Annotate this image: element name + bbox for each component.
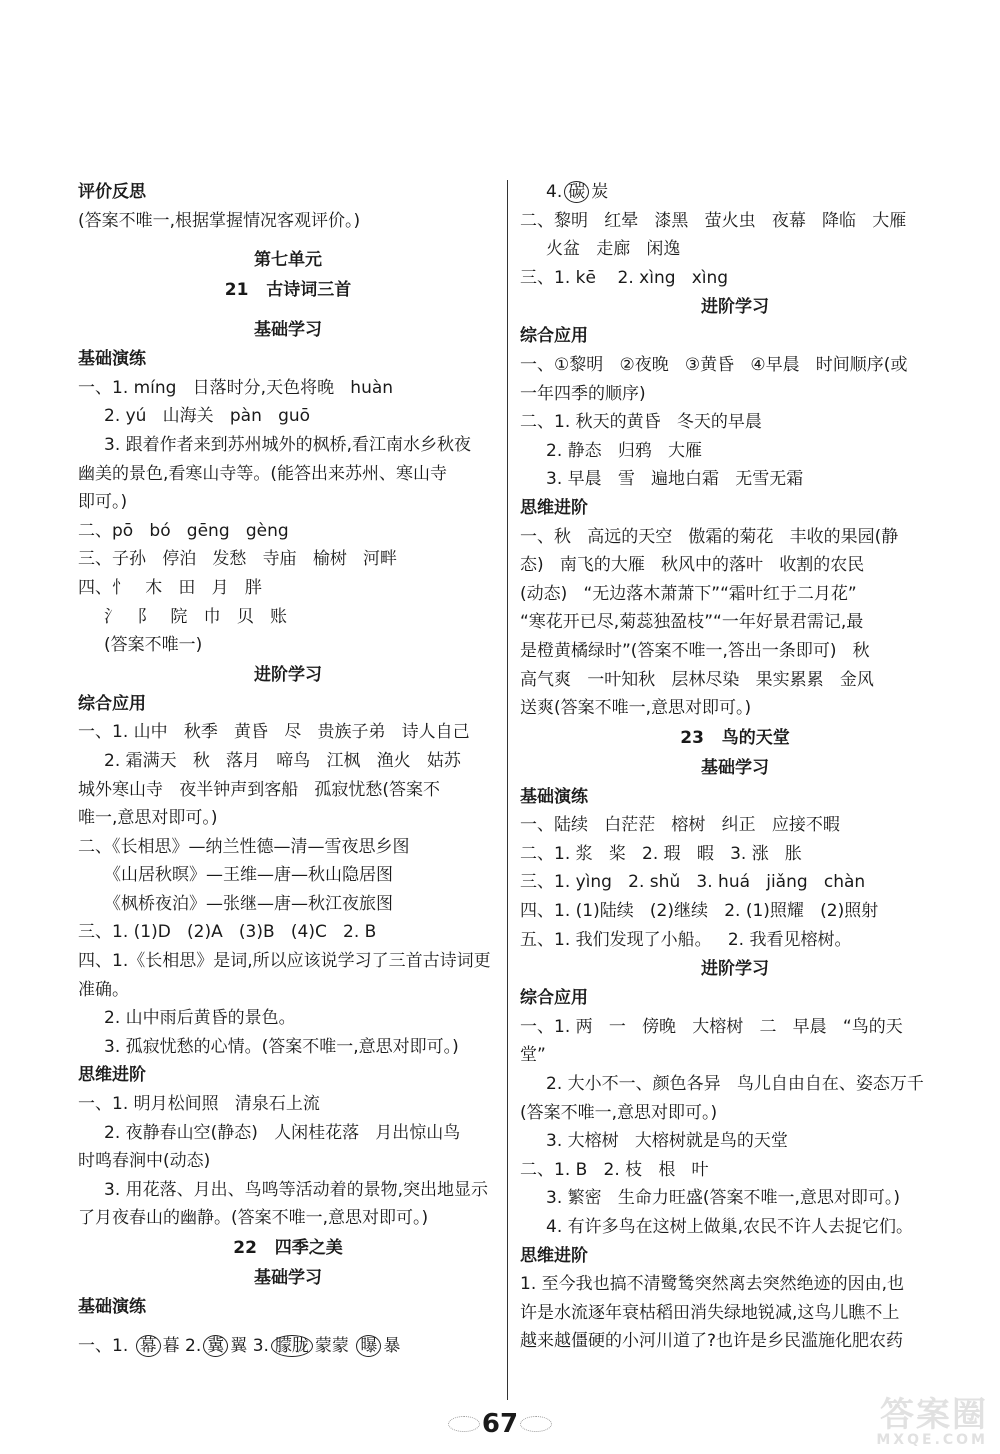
answer-line: 堂” <box>520 1045 546 1066</box>
answer-line-circled <box>78 1332 498 1361</box>
answer-line: 二、黎明 红晕 漆黑 萤火虫 夜幕 降临 大雁 <box>520 210 907 231</box>
answer-line: 即可。) <box>78 492 128 513</box>
answer-line: 二、pō bó gēng gèng <box>78 520 289 541</box>
answer-line: 四、1.《长相思》是词,所以应该说学习了三首古诗词更 <box>78 951 491 972</box>
spacer <box>78 305 498 315</box>
subsection-heading: 基础演练 <box>78 1297 146 1317</box>
answer-line: 五、1. 我们发现了小船。 2. 我看见榕树。 <box>520 929 852 950</box>
answer-line: 高气爽 一叶知秋 层林尽染 果实累累 金风 <box>520 669 874 690</box>
answer-line: 2. 山中雨后黄昏的景色。 <box>104 1008 296 1029</box>
answer-line: 3. 用花落、月出、鸟鸣等活动着的景物,突出地显示 <box>104 1179 489 1200</box>
answer-line: 3. 孤寂忧愁的心情。(答案不唯一,意思对即可。) <box>104 1036 459 1057</box>
answer-line: 《山居秋暝》—王维—唐—秋山隐居图 <box>104 865 393 886</box>
answer-line: 2. 霜满天 秋 落月 啼鸟 江枫 渔火 姑苏 <box>104 750 461 771</box>
subsection-heading: 综合应用 <box>520 326 588 347</box>
section-title: 基础学习 <box>254 1268 322 1288</box>
circled-char: 幕 <box>136 1335 161 1357</box>
subsection-heading: 基础演练 <box>78 349 146 370</box>
column-divider <box>507 180 508 1400</box>
answer-line: 1. 至今我也搞不清鹭鸶突然离去突然绝迹的因由,也 <box>520 1274 905 1295</box>
answer-line: 是橙黄橘绿时”(答案不唯一,答出一条即可) 秋 <box>520 640 870 661</box>
circled-char: 朦胧 <box>271 1335 313 1357</box>
answer-prefix: 2. <box>185 1335 202 1356</box>
circled-char: 碳 <box>564 181 589 203</box>
answer-line: 三、1. yìng 2. shǔ 3. huá jiǎng chàn <box>520 872 866 893</box>
answer-line: 一、陆续 白茫茫 榕树 纠正 应接不暇 <box>520 815 840 836</box>
page-number-text: 67 <box>481 1409 519 1439</box>
answer-line: 四、1. (1)陆续 (2)继续 2. (1)照耀 (2)照射 <box>520 901 879 922</box>
watermark-site: MXQE.COM <box>876 1432 988 1448</box>
answer-prefix: 一、1. <box>78 1335 129 1356</box>
subsection-heading: 基础演练 <box>520 786 588 807</box>
answer-line: (答案不唯一) <box>104 635 203 656</box>
answer-line: 4. 有许多鸟在这树上做巢,农民不许人去捉它们。 <box>546 1217 914 1237</box>
circled-char: 冀 <box>203 1335 228 1357</box>
answer-line: 二、《长相思》—纳兰性德—清—雪夜思乡图 <box>78 836 410 857</box>
answer-line: 四、忄 木 田 月 胖 <box>78 577 262 598</box>
lesson-title: 22 四季之美 <box>233 1238 343 1258</box>
lesson-title: 21 古诗词三首 <box>224 280 352 301</box>
answer-line: 3. 早晨 雪 遍地白霜 无雪无霜 <box>546 469 804 490</box>
answer-line: 2. 夜静春山空(静态) 人闲桂花落 月出惊山鸟 <box>104 1122 461 1143</box>
answer-word: 蒙蒙 <box>314 1335 349 1356</box>
spacer <box>78 235 498 245</box>
answer-line: 3. 繁密 生命力旺盛(答案不唯一,意思对即可。) <box>546 1188 901 1209</box>
answer-line: 一、1. 明月松间照 清泉石上流 <box>78 1094 320 1115</box>
answer-line: 一、1. 山中 秋季 黄昏 尽 贵族子弟 诗人自己 <box>78 722 470 743</box>
section-title: 进阶学习 <box>701 959 769 980</box>
answer-line: (答案不唯一,意思对即可。) <box>520 1102 718 1123</box>
answer-line: 3. 大榕树 大榕树就是鸟的天堂 <box>546 1131 788 1152</box>
watermark <box>798 1395 988 1452</box>
circled-char: 曝 <box>356 1335 381 1357</box>
leaf-ornament-icon <box>448 1416 480 1432</box>
answer-prefix: 4. <box>546 182 563 202</box>
answer-line: 一、①黎明 ②夜晚 ③黄昏 ④早晨 时间顺序(或 <box>520 354 908 375</box>
answer-line: 2. 大小不一、颜色各异 鸟儿自由自在、姿态万千 <box>546 1074 924 1095</box>
answer-line: 二、1. B 2. 枝 根 叶 <box>520 1159 709 1180</box>
answer-word: 暮 <box>162 1335 180 1356</box>
answer-word: 炭 <box>591 182 609 202</box>
answer-line: 越来越僵硬的小河川道了?也许是乡民滥施化肥农药 <box>520 1331 904 1352</box>
answer-line: 时鸣春涧中(动态) <box>78 1151 211 1172</box>
answer-line: 火盆 走廊 闲逸 <box>546 239 681 260</box>
lesson-title: 第七单元 <box>254 250 322 271</box>
answer-line: (答案不唯一,根据掌握情况客观评价。) <box>78 210 361 231</box>
answer-line: 3. 跟着作者来到苏州城外的枫桥,看江南水乡秋夜 <box>104 434 472 455</box>
left-column <box>78 178 498 1360</box>
answer-line: 送爽(答案不唯一,意思对即可。) <box>520 698 752 719</box>
subsection-heading: 评价反思 <box>78 182 146 202</box>
answer-line: 《枫桥夜泊》—张继—唐—秋江夜旅图 <box>104 893 393 914</box>
subsection-heading: 思维进阶 <box>520 1245 588 1266</box>
answer-line: 准确。 <box>78 979 129 1000</box>
leaf-ornament-icon <box>520 1416 552 1432</box>
answer-line: 城外寒山寺 夜半钟声到客船 孤寂忧愁(答案不 <box>78 779 441 800</box>
answer-line: 2. 静态 归鸦 大雁 <box>546 440 703 461</box>
answer-line: 一、1. míng 日落时分,天色将晚 huàn <box>78 377 394 398</box>
answer-line: 态) 南飞的大雁 秋风中的落叶 收割的农民 <box>520 555 865 576</box>
answer-line: 许是水流逐年衰枯稻田消失绿地锐减,这鸟儿瞧不上 <box>520 1302 900 1323</box>
answer-word: 暴 <box>383 1335 401 1356</box>
section-title: 基础学习 <box>701 757 769 778</box>
answer-line: 二、1. 秋天的黄昏 冬天的早晨 <box>520 412 762 433</box>
section-title: 进阶学习 <box>254 664 322 685</box>
subsection-heading: 思维进阶 <box>78 1065 146 1086</box>
answer-line: 氵 阝 院 巾 贝 账 <box>104 606 288 627</box>
section-title: 进阶学习 <box>701 297 769 318</box>
spacer <box>78 1322 498 1332</box>
answer-line: 了月夜春山的幽静。(答案不唯一,意思对即可。) <box>78 1208 429 1229</box>
answer-line: (动态) “无边落木萧萧下”“霜叶红于二月花” <box>520 583 857 604</box>
answer-line: 三、子孙 停泊 发愁 寺庙 榆树 河畔 <box>78 549 398 570</box>
watermark-logo: 答案圈 <box>880 1395 988 1435</box>
answer-line: 三、1. (1)D (2)A (3)B (4)C 2. B <box>78 922 377 943</box>
answer-line-circled <box>520 178 950 207</box>
right-column <box>520 178 950 1356</box>
answer-prefix: 3. <box>252 1335 269 1356</box>
answer-line: 一、1. 两 一 傍晚 大榕树 二 早晨 “鸟的天 <box>520 1016 903 1037</box>
answer-line: 三、1. kē 2. xìng xìng <box>520 267 729 288</box>
answer-word: 翼 <box>230 1335 248 1356</box>
page-number <box>448 1402 552 1446</box>
answer-line: 二、1. 浆 桨 2. 瑕 暇 3. 涨 胀 <box>520 843 802 864</box>
answer-line: 唯一,意思对即可。) <box>78 808 218 829</box>
answer-line: 一年四季的顺序) <box>520 383 646 404</box>
lesson-title: 23 鸟的天堂 <box>680 727 790 748</box>
subsection-heading: 思维进阶 <box>520 497 588 518</box>
answer-line: “寒花开已尽,菊蕊独盈枝”“一年好景君需记,最 <box>520 612 864 633</box>
section-title: 基础学习 <box>254 320 322 341</box>
answer-line: 一、秋 高远的天空 傲霜的菊花 丰收的果园(静 <box>520 526 899 547</box>
answer-line: 2. yú 山海关 pàn guō <box>104 406 311 427</box>
subsection-heading: 综合应用 <box>78 693 146 714</box>
answer-line: 幽美的景色,看寒山寺等。(能答出来苏州、寒山寺 <box>78 463 448 484</box>
subsection-heading: 综合应用 <box>520 988 588 1009</box>
